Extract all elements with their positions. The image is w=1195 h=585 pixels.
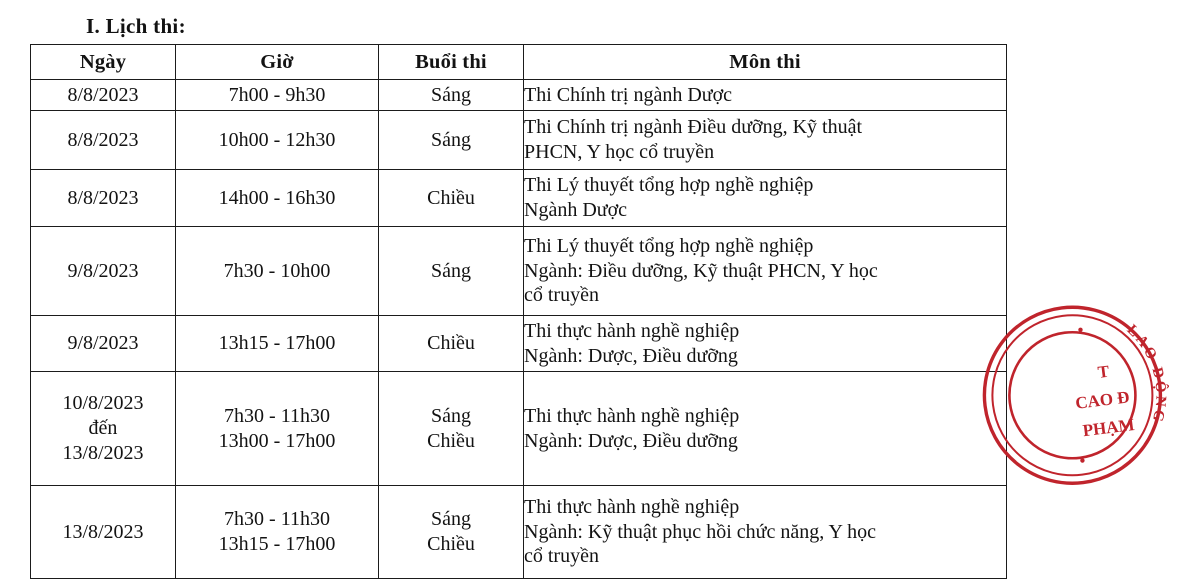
cell-line: Sáng bbox=[431, 404, 471, 427]
cell-line: Sáng bbox=[431, 128, 471, 151]
cell-ngay bbox=[31, 227, 176, 316]
cell-line: Ngành: Kỹ thuật phục hồi chức năng, Y học bbox=[524, 520, 877, 543]
cell-gio bbox=[176, 170, 379, 227]
exam-schedule-table bbox=[30, 44, 1007, 579]
column-header-buoi-thi: Buổi thi bbox=[379, 45, 524, 80]
cell-gio bbox=[176, 111, 379, 170]
cell-line: Thi thực hành nghề nghiệp bbox=[524, 495, 740, 518]
table-header bbox=[31, 45, 1007, 80]
cell-line: 13h15 - 17h00 bbox=[218, 533, 336, 555]
cell-line: Thi Chính trị ngành Dược bbox=[524, 83, 733, 106]
cell-line: Thi Lý thuyết tổng hợp nghề nghiệp bbox=[524, 234, 814, 257]
cell-line: 8/8/2023 bbox=[67, 186, 139, 209]
seal-outer-text-path: LAO ĐỘNG bbox=[1123, 321, 1169, 426]
cell-mon-thi bbox=[524, 80, 1007, 111]
table-body bbox=[31, 80, 1007, 579]
cell-line: Sáng bbox=[431, 259, 471, 282]
column-header-mon-thi: Môn thi bbox=[524, 45, 1007, 80]
cell-line: 13/8/2023 bbox=[62, 441, 144, 464]
cell-ngay bbox=[31, 170, 176, 227]
table-header-row bbox=[31, 45, 1007, 80]
cell-buoi-thi bbox=[379, 111, 524, 170]
cell-mon-thi bbox=[524, 111, 1007, 170]
cell-line: Chiều bbox=[427, 533, 475, 555]
cell-line: Thi thực hành nghề nghiệp bbox=[524, 319, 740, 342]
cell-line: cổ truyền bbox=[524, 284, 599, 307]
seal-dot-icon bbox=[1078, 327, 1083, 332]
cell-buoi-thi bbox=[379, 80, 524, 111]
seal-inner-line-2: CAO Đ bbox=[1074, 387, 1131, 413]
cell-line: Chiều bbox=[427, 429, 475, 452]
cell-line: PHCN, Y học cổ truyền bbox=[524, 141, 715, 163]
seal-inner-line-3: PHẠM bbox=[1081, 414, 1136, 441]
cell-line: 7h30 - 10h00 bbox=[223, 259, 331, 282]
cell-line: Ngành: Dược, Điều dưỡng bbox=[524, 429, 738, 452]
cell-ngay bbox=[31, 316, 176, 372]
cell-line: 7h30 - 11h30 bbox=[224, 404, 330, 427]
page-title: I. Lịch thi: bbox=[86, 14, 186, 38]
cell-line: cổ truyền bbox=[524, 545, 599, 568]
cell-line: Chiều bbox=[427, 332, 475, 355]
seal-dot-icon bbox=[1080, 458, 1085, 463]
table-row bbox=[31, 372, 1007, 486]
cell-ngay bbox=[31, 111, 176, 170]
cell-ngay bbox=[31, 372, 176, 486]
cell-line: 7h00 - 9h30 bbox=[228, 83, 326, 106]
cell-buoi-thi bbox=[379, 486, 524, 579]
table-row bbox=[31, 486, 1007, 579]
cell-line: 9/8/2023 bbox=[67, 259, 139, 282]
cell-mon-thi bbox=[524, 316, 1007, 372]
seal-outer-text bbox=[1122, 319, 1174, 429]
cell-line: 10/8/2023 bbox=[62, 392, 144, 415]
cell-mon-thi bbox=[524, 486, 1007, 579]
cell-buoi-thi bbox=[379, 372, 524, 486]
table-row bbox=[31, 170, 1007, 227]
cell-gio bbox=[176, 316, 379, 372]
cell-line: Thi thực hành nghề nghiệp bbox=[524, 404, 740, 427]
table-row bbox=[31, 227, 1007, 316]
cell-line: 10h00 - 12h30 bbox=[218, 128, 336, 151]
cell-ngay bbox=[31, 80, 176, 111]
cell-line: 8/8/2023 bbox=[67, 128, 139, 151]
cell-line: Sáng bbox=[431, 508, 471, 531]
cell-line: Ngành Dược bbox=[524, 199, 628, 221]
exam-schedule-table-container bbox=[30, 44, 1006, 579]
column-header-gio: Giờ bbox=[176, 45, 379, 80]
seal-inner-line-1: T bbox=[1096, 361, 1111, 382]
table-row bbox=[31, 111, 1007, 170]
cell-line: Ngành: Dược, Điều dưỡng bbox=[524, 344, 738, 367]
cell-gio bbox=[176, 80, 379, 111]
cell-line: Thi Lý thuyết tổng hợp nghề nghiệp bbox=[524, 174, 814, 197]
cell-buoi-thi bbox=[379, 170, 524, 227]
cell-line: đến bbox=[88, 417, 118, 440]
cell-line: Thi Chính trị ngành Điều dưỡng, Kỹ thuật bbox=[524, 116, 863, 139]
cell-line: 13/8/2023 bbox=[62, 520, 144, 543]
cell-gio bbox=[176, 486, 379, 579]
cell-buoi-thi bbox=[379, 316, 524, 372]
seal-mid-ring bbox=[983, 306, 1161, 484]
column-header-ngay: Ngày bbox=[31, 45, 176, 80]
cell-line: 7h30 - 11h30 bbox=[224, 508, 330, 531]
cell-mon-thi bbox=[524, 170, 1007, 227]
cell-gio bbox=[176, 372, 379, 486]
table-row bbox=[31, 316, 1007, 372]
table-row bbox=[31, 80, 1007, 111]
cell-ngay bbox=[31, 486, 176, 579]
cell-line: 8/8/2023 bbox=[67, 83, 139, 106]
cell-line: 14h00 - 16h30 bbox=[218, 186, 336, 209]
cell-mon-thi bbox=[524, 372, 1007, 486]
cell-line: 13h15 - 17h00 bbox=[218, 332, 336, 355]
cell-line: Chiều bbox=[427, 186, 475, 209]
cell-line: 13h00 - 17h00 bbox=[218, 429, 336, 452]
cell-gio bbox=[176, 227, 379, 316]
cell-mon-thi bbox=[524, 227, 1007, 316]
seal-inner-ring bbox=[1002, 325, 1142, 465]
cell-buoi-thi bbox=[379, 227, 524, 316]
cell-line: Sáng bbox=[431, 83, 471, 106]
cell-line: 9/8/2023 bbox=[67, 332, 139, 355]
cell-line: Ngành: Điều dưỡng, Kỹ thuật PHCN, Y học bbox=[524, 259, 878, 282]
